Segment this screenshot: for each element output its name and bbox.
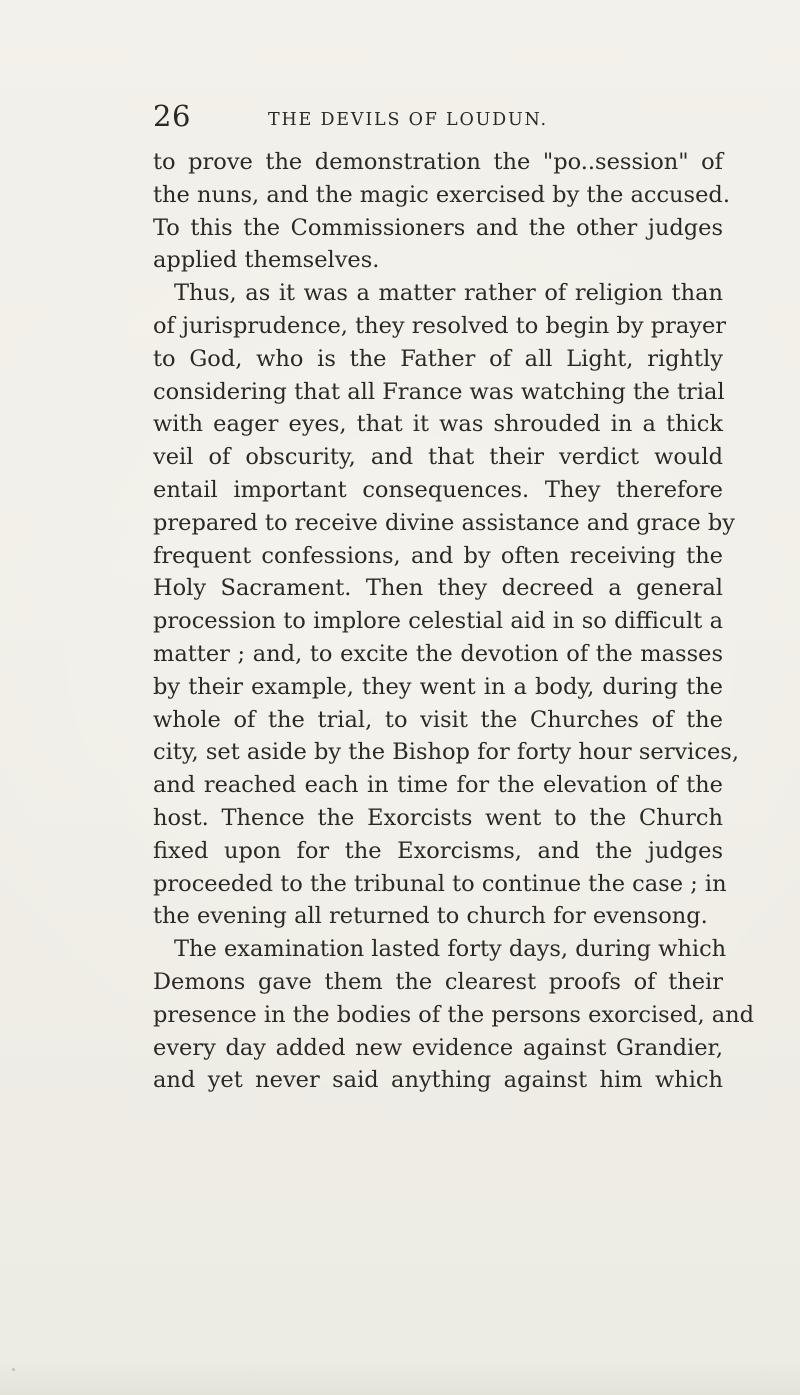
running-head: THE DEVILS OF LOUDUN.: [268, 110, 548, 130]
text-line: Demons gave them the clearest proofs of their: [153, 968, 723, 995]
body-text: [153, 146, 755, 1097]
text-line: to prove the demonstration the "po..session" of: [153, 149, 723, 175]
text-line: procession to implore celestial aid in so difficult a: [153, 608, 723, 635]
text-line: and reached each in time for the elevation of the: [153, 772, 723, 799]
page-number: 26: [153, 99, 191, 133]
text-line: proceeded to the tribunal to continue the case ; in: [153, 870, 727, 897]
text-line: presence in the bodies of the persons exorcised, and: [153, 1001, 755, 1028]
text-line: applied themselves.: [153, 247, 380, 274]
text-line: city, set aside by the Bishop for forty hour services,: [153, 739, 739, 766]
text-line: Holy Sacrament. Then they decreed a general: [153, 575, 723, 602]
text-line: entail important consequences. They therefore: [153, 476, 723, 503]
text-line: with eager eyes, that it was shrouded in a thick: [153, 411, 723, 438]
text-line: whole of the trial, to visit the Churches of the: [153, 706, 723, 733]
text-line: every day added new evidence against Grandier,: [153, 1034, 723, 1061]
text-line: frequent confessions, and by often receiving the: [153, 542, 723, 569]
text-line: fixed upon for the Exorcisms, and the judges: [153, 837, 723, 864]
text-line: prepared to receive divine assistance and grace by: [153, 509, 735, 536]
text-line: veil of obscurity, and that their verdict would: [153, 444, 723, 471]
text-line: and yet never said anything against him which: [153, 1067, 723, 1094]
text-line: by their example, they went in a body, during the: [153, 673, 723, 700]
text-line: To this the Commissioners and the other judges: [153, 214, 723, 241]
text-line: of jurisprudence, they resolved to begin by prayer: [153, 312, 727, 339]
text-line: matter ; and, to excite the devotion of the masses: [153, 640, 723, 667]
text-line: host. Thence the Exorcists went to the Church: [153, 804, 723, 831]
paper-speck: [12, 1368, 15, 1371]
text-line: considering that all France was watching the trial: [153, 378, 725, 405]
text-line: the nuns, and the magic exercised by the accused.: [153, 181, 730, 208]
text-line: to God, who is the Father of all Light, rightly: [153, 345, 723, 372]
text-line: The examination lasted forty days, during which: [174, 936, 727, 963]
text-line: Thus, as it was a matter rather of religion than: [174, 280, 723, 307]
scan-shadow: [0, 1359, 800, 1395]
text-line: the evening all returned to church for evensong.: [153, 903, 708, 930]
page-header: [153, 99, 713, 143]
